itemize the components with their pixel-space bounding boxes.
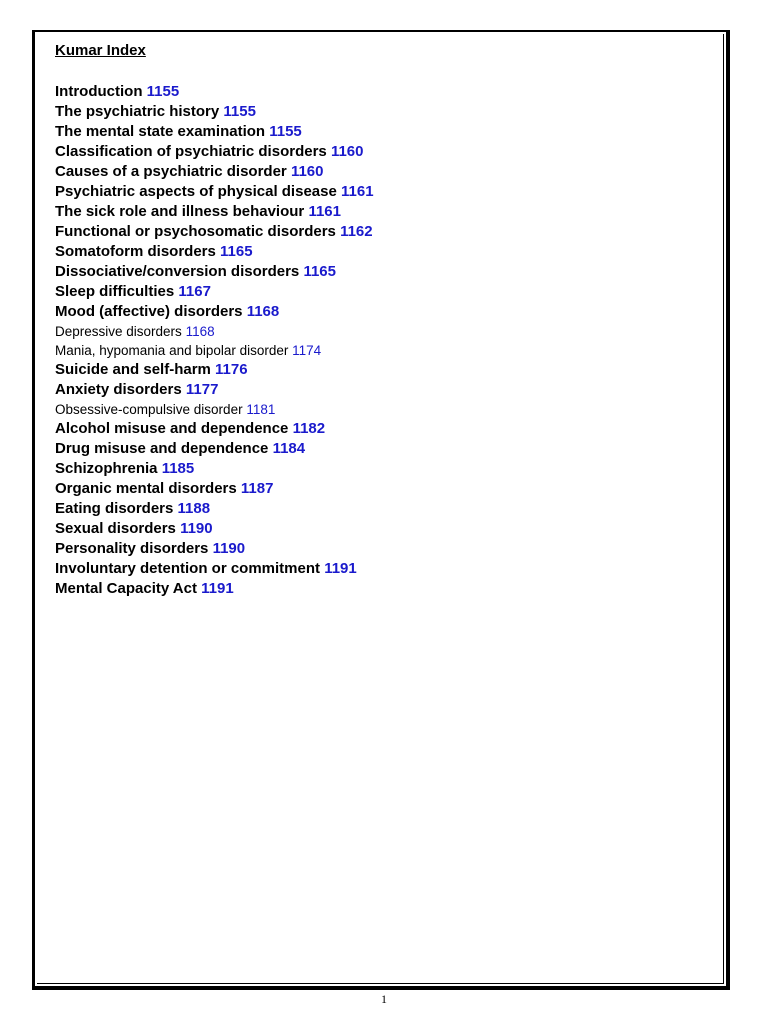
- index-entry-label: Classification of psychiatric disorders: [55, 143, 327, 160]
- page-number: 1: [381, 992, 387, 1006]
- index-entry-label: Obsessive-compulsive disorder: [55, 402, 243, 417]
- index-entry-label: The mental state examination: [55, 123, 266, 140]
- index-entry-page-link[interactable]: 1165: [303, 263, 336, 280]
- index-entry-page-link[interactable]: 1176: [215, 361, 248, 378]
- index-entry-label: Somatoform disorders: [55, 243, 216, 260]
- index-entry-label: Mania, hypomania and bipolar disorder: [55, 343, 289, 358]
- index-entry-page-link[interactable]: 1182: [292, 420, 326, 437]
- index-entry: [55, 439, 374, 459]
- index-entry-label: The psychiatric history: [55, 103, 220, 120]
- index-entry: [55, 499, 374, 519]
- index-entry-page-link[interactable]: 1185: [161, 460, 195, 477]
- index-entry-label: Depressive disorders: [55, 324, 182, 339]
- index-entry-page-link[interactable]: 1191: [324, 560, 357, 577]
- index-entry-label: Involuntary detention or commitment: [55, 560, 321, 577]
- index-entry: [55, 360, 374, 380]
- index-entry: [55, 559, 374, 579]
- index-entry-page-link[interactable]: 1177: [185, 381, 219, 398]
- index-entry-label: Mood (affective) disorders: [55, 303, 243, 320]
- index-entry-page-link[interactable]: 1181: [246, 402, 276, 417]
- index-entry-label: Eating disorders: [55, 500, 174, 517]
- index-entry: [55, 400, 374, 419]
- index-entry-page-link[interactable]: 1160: [330, 143, 364, 160]
- index-entry: [55, 162, 374, 182]
- index-entry-list: [55, 82, 374, 599]
- index-entry-label: Suicide and self-harm: [55, 361, 211, 378]
- index-entry-label: Sleep difficulties: [55, 283, 175, 300]
- index-entry-label: Functional or psychosomatic disorders: [55, 223, 336, 240]
- index-entry-label: Drug misuse and dependence: [55, 440, 269, 457]
- index-entry-page-link[interactable]: 1160: [290, 163, 324, 180]
- index-entry-page-link[interactable]: 1161: [341, 183, 374, 200]
- index-entry-label: Anxiety disorders: [55, 381, 182, 398]
- index-entry: [55, 302, 374, 322]
- index-entry-label: Sexual disorders: [55, 520, 176, 537]
- index-entry-label: Alcohol misuse and dependence: [55, 420, 289, 437]
- index-entry: [55, 341, 374, 360]
- index-entry-label: Introduction: [55, 83, 143, 100]
- index-entry-page-link[interactable]: 1190: [212, 540, 246, 557]
- index-entry-page-link[interactable]: 1191: [201, 580, 234, 597]
- index-entry: [55, 182, 374, 202]
- index-entry: [55, 82, 374, 102]
- index-entry-page-link[interactable]: 1162: [340, 223, 373, 240]
- index-entry: [55, 579, 374, 599]
- index-entry: [55, 419, 374, 439]
- index-entry: [55, 122, 374, 142]
- index-entry-page-link[interactable]: 1168: [185, 324, 215, 339]
- index-entry: [55, 380, 374, 400]
- index-entry: [55, 519, 374, 539]
- index-entry: [55, 202, 374, 222]
- index-entry-label: Psychiatric aspects of physical disease: [55, 183, 337, 200]
- index-entry: [55, 262, 374, 282]
- index-entry-page-link[interactable]: 1155: [269, 123, 302, 140]
- index-entry: [55, 479, 374, 499]
- index-entry: [55, 142, 374, 162]
- index-entry-page-link[interactable]: 1161: [308, 203, 341, 220]
- index-entry-page-link[interactable]: 1174: [292, 343, 322, 358]
- index-entry: [55, 222, 374, 242]
- index-entry-page-link[interactable]: 1188: [177, 500, 211, 517]
- index-entry-page-link[interactable]: 1167: [178, 283, 211, 300]
- index-title: Kumar Index: [55, 42, 146, 59]
- index-entry: [55, 539, 374, 559]
- index-entry-label: Dissociative/conversion disorders: [55, 263, 300, 280]
- index-entry: [55, 322, 374, 341]
- index-entry: [55, 282, 374, 302]
- index-entry-page-link[interactable]: 1165: [220, 243, 253, 260]
- index-entry-page-link[interactable]: 1168: [246, 303, 280, 320]
- index-entry-page-link[interactable]: 1184: [272, 440, 306, 457]
- index-entry-page-link[interactable]: 1155: [146, 83, 180, 100]
- index-entry-label: Personality disorders: [55, 540, 209, 557]
- index-entry-label: Organic mental disorders: [55, 480, 237, 497]
- index-entry-page-link[interactable]: 1155: [223, 103, 256, 120]
- index-entry: [55, 459, 374, 479]
- index-entry-label: The sick role and illness behaviour: [55, 203, 305, 220]
- index-entry-label: Mental Capacity Act: [55, 580, 197, 597]
- index-entry-label: Causes of a psychiatric disorder: [55, 163, 287, 180]
- index-entry-label: Schizophrenia: [55, 460, 158, 477]
- index-entry: [55, 102, 374, 122]
- index-entry: [55, 242, 374, 262]
- index-entry-page-link[interactable]: 1190: [180, 520, 213, 537]
- index-entry-page-link[interactable]: 1187: [240, 480, 274, 497]
